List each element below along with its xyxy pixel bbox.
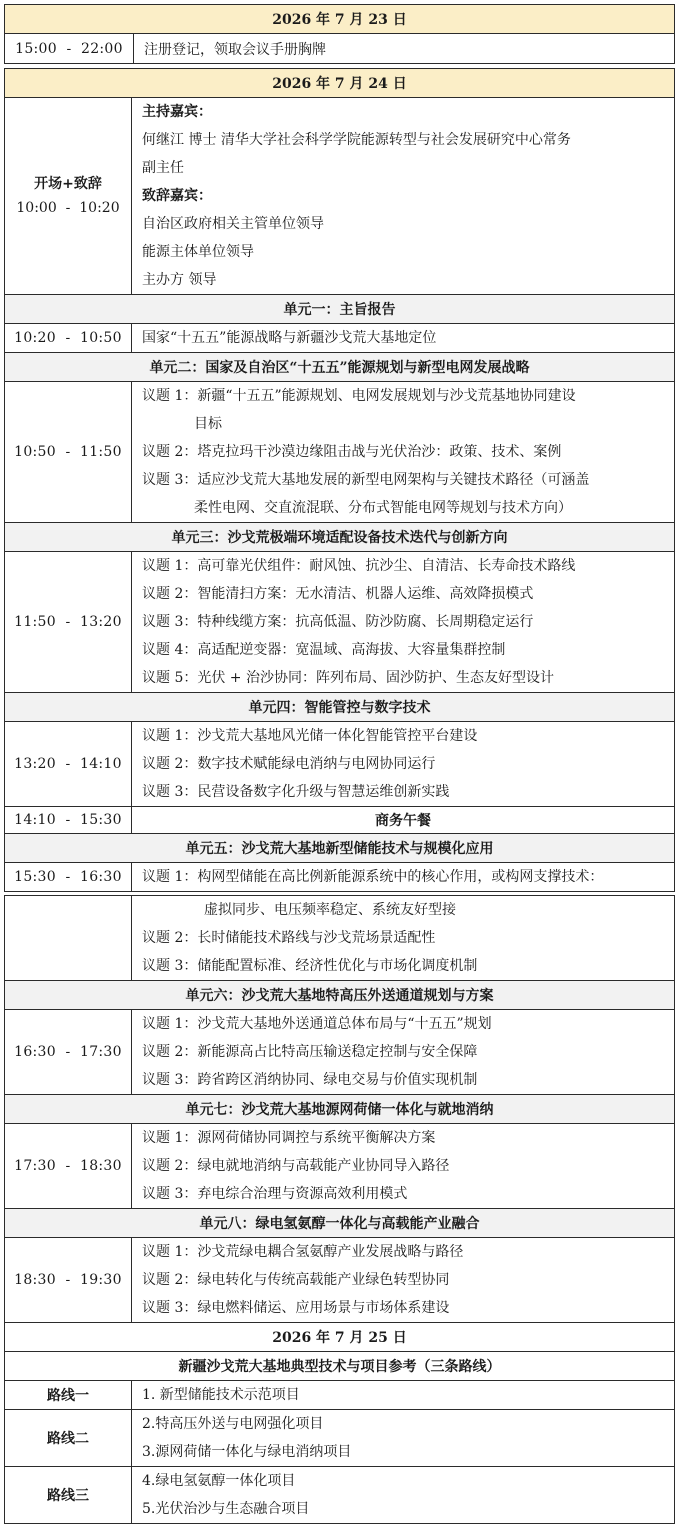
- host-line: 副主任: [142, 160, 184, 176]
- topic-line: 议题 1：沙戈荒大基地外送通道总体布局与“十五五”规划: [142, 1016, 492, 1032]
- schedule-row: [5, 1124, 675, 1209]
- date-header-row: [5, 5, 675, 34]
- topic-line: 议题 1：源网荷储协同调控与系统平衡解决方案: [142, 1130, 436, 1146]
- agenda-document: [4, 4, 674, 1524]
- agenda-table-day1: [4, 4, 675, 64]
- date-header: 2026 年 7 月 23 日: [5, 5, 675, 34]
- topic-line: 议题 2：新能源高占比特高压输送稳定控制与安全保障: [142, 1044, 478, 1060]
- host-title: 主持嘉宾：: [142, 104, 212, 120]
- time-cell: 10:20 - 10:50: [5, 324, 132, 353]
- topic-line: 议题 2：塔克拉玛干沙漠边缘阻击战与光伏治沙：政策、技术、案例: [142, 444, 562, 460]
- route-items: [132, 1410, 675, 1467]
- unit-header-row: [5, 523, 675, 552]
- unit-header-row: [5, 1095, 675, 1124]
- date-header: 2026 年 7 月 25 日: [5, 1323, 675, 1352]
- topic-line: 议题 4：高适配逆变器：宽温域、高海拔、大容量集群控制: [142, 642, 506, 658]
- time-cell: 17:30 - 18:30: [5, 1124, 132, 1209]
- topic-line: 议题 2：绿电转化与传统高载能产业绿色转型协同: [142, 1272, 450, 1288]
- topic-line: 议题 3：特种线缆方案：抗高低温、防沙防腐、长周期稳定运行: [142, 614, 534, 630]
- route-name: 路线二: [5, 1410, 132, 1467]
- content-cell: [132, 1124, 675, 1209]
- time-cell: 18:30 - 19:30: [5, 1238, 132, 1323]
- route-item: 1. 新型储能技术示范项目: [142, 1387, 300, 1403]
- schedule-row: [5, 324, 675, 353]
- unit-header-row: [5, 353, 675, 382]
- route-item: 2.特高压外送与电网强化项目: [142, 1416, 324, 1432]
- unit-header-row: [5, 295, 675, 324]
- topic-line: 议题 3：储能配置标准、经济性优化与市场化调度机制: [142, 958, 478, 974]
- time-cell: 13:20 - 14:10: [5, 722, 132, 807]
- topic-line: 议题 3：绿电燃料储运、应用场景与市场体系建设: [142, 1300, 450, 1316]
- lunch-row: [5, 807, 675, 834]
- route-item: 4.绿电氢氨醇一体化项目: [142, 1473, 296, 1489]
- unit-title: 单元一：主旨报告: [5, 295, 675, 324]
- topic-line: 国家“十五五”能源战略与新疆沙戈荒大基地定位: [142, 330, 437, 346]
- content-cell: [132, 722, 675, 807]
- content-cell: [132, 324, 675, 353]
- speaker-line: 自治区政府相关主管单位领导: [142, 216, 324, 232]
- topic-line: 议题 3：民营设备数字化升级与智慧运维创新实践: [142, 784, 450, 800]
- route-item: 5.光伏治沙与生态融合项目: [142, 1501, 310, 1517]
- opening-time: 10:00 - 10:20: [16, 200, 120, 216]
- unit-header-row: [5, 834, 675, 863]
- topic-line: 议题 2：绿电就地消纳与高载能产业协同导入路径: [142, 1158, 450, 1174]
- unit-header-row: [5, 981, 675, 1010]
- route-name: 路线三: [5, 1467, 132, 1524]
- topic-line: 柔性电网、交直流混联、分布式智能电网等规划与技术方向）: [194, 500, 572, 516]
- time-cell: 11:50 - 13:20: [5, 552, 132, 693]
- topic-line: 议题 3：跨省跨区消纳协同、绿电交易与价值实现机制: [142, 1072, 478, 1088]
- topic-line: 议题 1：新疆“十五五”能源规划、电网发展规划与沙戈荒基地协同建设: [142, 388, 576, 404]
- time-cell: 15:30 - 16:30: [5, 863, 132, 892]
- topic-line: 议题 2：数字技术赋能绿电消纳与电网协同运行: [142, 756, 436, 772]
- topic-line: 议题 1：高可靠光伏组件：耐风蚀、抗沙尘、自清洁、长寿命技术路线: [142, 558, 576, 574]
- date-header-row: [5, 69, 675, 98]
- route-row: [5, 1381, 675, 1410]
- content-cell: [132, 896, 675, 981]
- opening-time-cell: [5, 98, 132, 295]
- time-cell: 15:00 - 22:00: [5, 34, 134, 64]
- unit-title: 单元六：沙戈荒大基地特高压外送通道规划与方案: [5, 981, 675, 1010]
- route-items: [132, 1467, 675, 1524]
- unit-title: 单元四：智能管控与数字技术: [5, 693, 675, 722]
- routes-title: 新疆沙戈荒大基地典型技术与项目参考（三条路线）: [5, 1352, 675, 1381]
- schedule-row: [5, 34, 675, 64]
- date-header-row: [5, 1323, 675, 1352]
- time-cell: 10:50 - 11:50: [5, 382, 132, 523]
- route-row: [5, 1467, 675, 1524]
- unit-header-row: [5, 1209, 675, 1238]
- unit-title: 单元八：绿电氢氨醇一体化与高载能产业融合: [5, 1209, 675, 1238]
- agenda-table-day2-continued: [4, 895, 675, 1524]
- topic-line: 议题 3：弃电综合治理与资源高效利用模式: [142, 1186, 408, 1202]
- route-row: [5, 1410, 675, 1467]
- route-item: 3.源网荷储一体化与绿电消纳项目: [142, 1444, 352, 1460]
- unit-title: 单元二：国家及自治区“十五五”能源规划与新型电网发展战略: [5, 353, 675, 382]
- route-name: 路线一: [5, 1381, 132, 1410]
- schedule-row: [5, 382, 675, 523]
- time-cell: 14:10 - 15:30: [5, 807, 132, 834]
- unit-title: 单元七：沙戈荒大基地源网荷储一体化与就地消纳: [5, 1095, 675, 1124]
- schedule-row: [5, 896, 675, 981]
- topic-line: 目标: [194, 416, 222, 432]
- topic-line: 议题 5：光伏 + 治沙协同：阵列布局、固沙防护、生态友好型设计: [142, 670, 554, 686]
- routes-title-row: [5, 1352, 675, 1381]
- content-cell: [132, 552, 675, 693]
- schedule-row: [5, 552, 675, 693]
- content-cell: [132, 863, 675, 892]
- content-cell: 注册登记，领取会议手册胸牌: [134, 34, 675, 64]
- topic-line: 议题 3：适应沙戈荒大基地发展的新型电网架构与关键技术路径（可涵盖: [142, 472, 590, 488]
- topic-line: 议题 1：构网型储能在高比例新能源系统中的核心作用，或构网支撑技术：: [142, 869, 604, 885]
- unit-title: 单元三：沙戈荒极端环境适配设备技术迭代与创新方向: [5, 523, 675, 552]
- unit-title: 单元五：沙戈荒大基地新型储能技术与规模化应用: [5, 834, 675, 863]
- host-line: 何继江 博士 清华大学社会科学学院能源转型与社会发展研究中心常务: [142, 132, 571, 148]
- schedule-row: [5, 722, 675, 807]
- speaker-line: 能源主体单位领导: [142, 244, 254, 260]
- topic-line: 议题 1：沙戈荒大基地风光储一体化智能管控平台建设: [142, 728, 478, 744]
- opening-label: 开场+致辞: [34, 176, 102, 192]
- lunch-label: 商务午餐: [132, 807, 675, 834]
- route-items: [132, 1381, 675, 1410]
- opening-row: [5, 98, 675, 295]
- date-header: 2026 年 7 月 24 日: [5, 69, 675, 98]
- time-cell-empty: [5, 896, 132, 981]
- topic-line: 议题 1：沙戈荒绿电耦合氢氨醇产业发展战略与路径: [142, 1244, 464, 1260]
- topic-line: 议题 2：智能清扫方案：无水清洁、机器人运维、高效降损模式: [142, 586, 534, 602]
- speaker-line: 主办方 领导: [142, 272, 217, 288]
- schedule-row: [5, 863, 675, 892]
- speech-title: 致辞嘉宾：: [142, 188, 212, 204]
- topic-line: 议题 2：长时储能技术路线与沙戈荒场景适配性: [142, 930, 436, 946]
- schedule-row: [5, 1238, 675, 1323]
- opening-content-cell: [132, 98, 675, 295]
- time-cell: 16:30 - 17:30: [5, 1010, 132, 1095]
- content-cell: [132, 1010, 675, 1095]
- schedule-row: [5, 1010, 675, 1095]
- content-cell: [132, 382, 675, 523]
- unit-header-row: [5, 693, 675, 722]
- topic-line: 虚拟同步、电压频率稳定、系统友好型接: [204, 902, 456, 918]
- content-cell: [132, 1238, 675, 1323]
- agenda-table-day2: [4, 68, 675, 892]
